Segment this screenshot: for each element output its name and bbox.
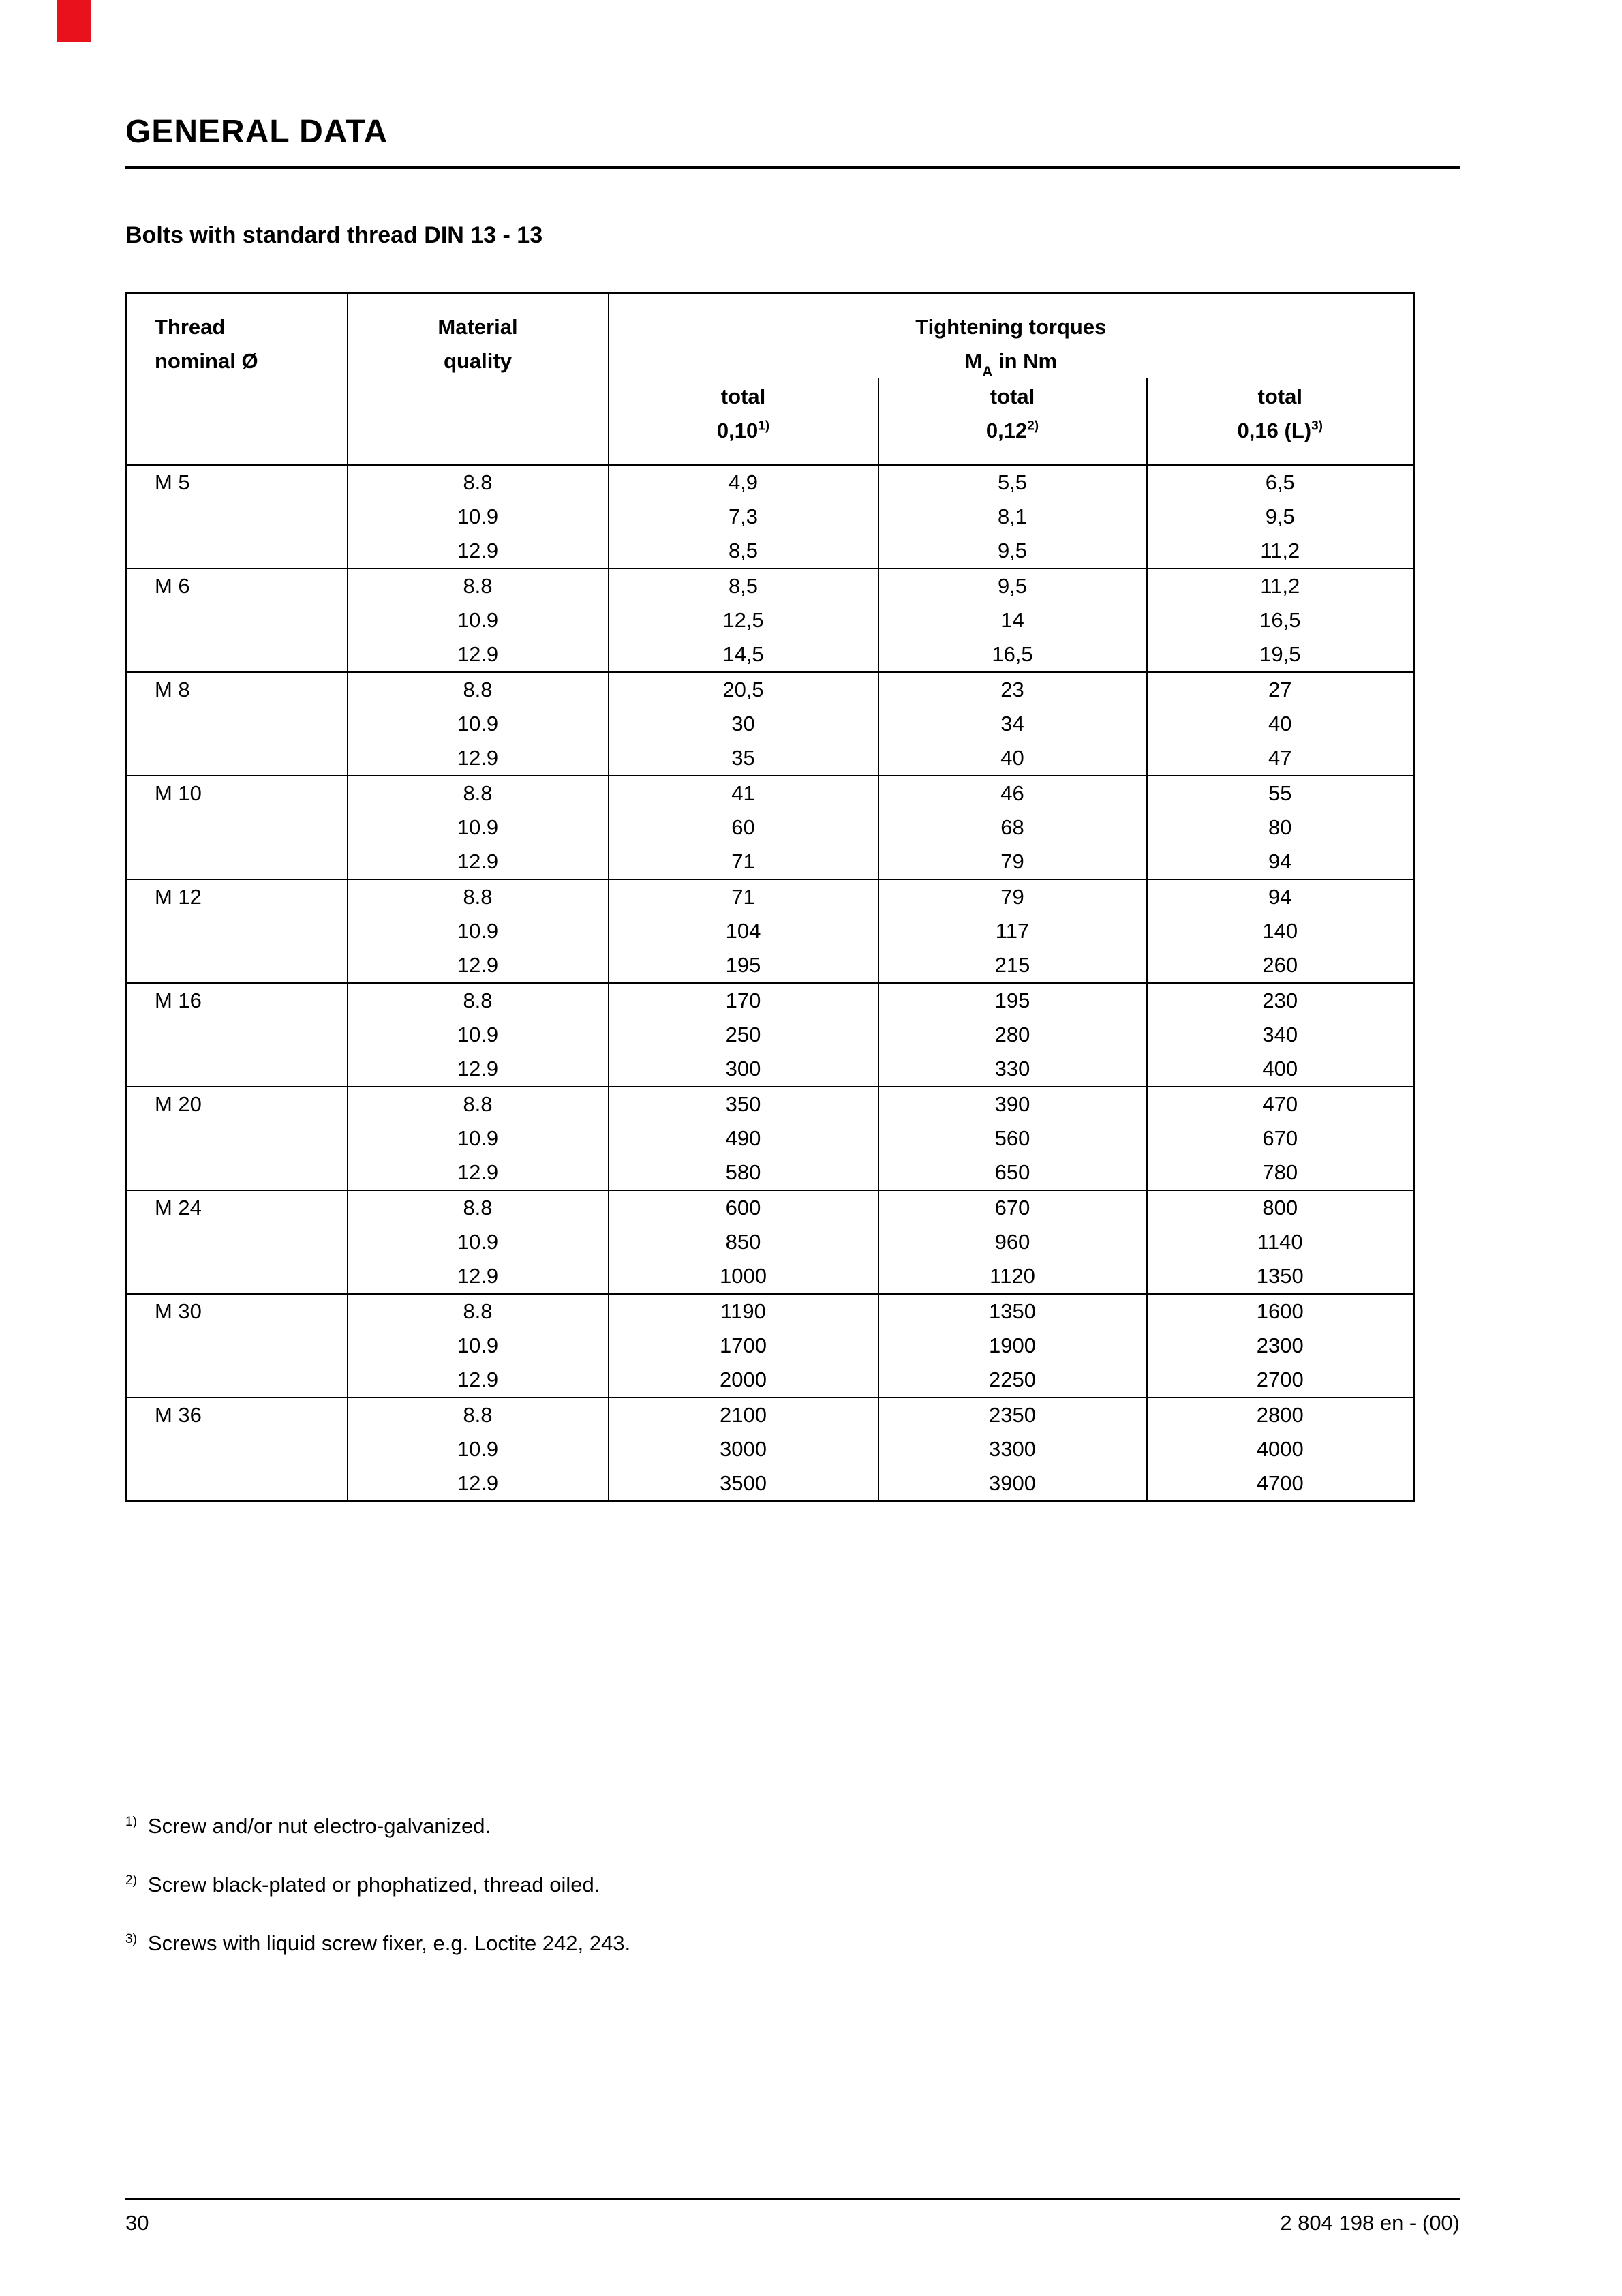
- torque-total-010-cell: 600 850 1000: [609, 1190, 878, 1294]
- material-quality-cell: 8.8 10.9 12.9: [348, 1294, 609, 1398]
- col-header-material-line2: quality: [444, 349, 512, 373]
- table-row: [127, 1398, 1414, 1502]
- table-row: [127, 672, 1414, 776]
- page-title: GENERAL DATA: [125, 113, 1460, 169]
- torque-total-010-cell: 8,5 12,5 14,5: [609, 569, 878, 672]
- footnote-2: [125, 1869, 1460, 1901]
- thread-size-cell: M 8: [155, 678, 190, 701]
- thread-size-cell: M 6: [155, 574, 190, 598]
- col-header-total-012: total 0,12$^{2)}$: [878, 378, 1147, 465]
- material-quality-cell: 8.8 10.9 12.9: [348, 569, 609, 672]
- thread-size-cell: M 30: [155, 1299, 202, 1323]
- torque-table-header: [127, 293, 1414, 466]
- torque-total-010-cell: 71 104 195: [609, 879, 878, 983]
- torque-total-012-cell: 1350 1900 2250: [878, 1294, 1147, 1398]
- page-footer: [125, 2198, 1460, 2237]
- material-quality-cell: 8.8 10.9 12.9: [348, 465, 609, 569]
- material-quality-cell: 8.8 10.9 12.9: [348, 1087, 609, 1190]
- torque-total-010-cell: 170 250 300: [609, 983, 878, 1087]
- footnote-marker-3-ref: 3): [1311, 419, 1323, 434]
- table-row: [127, 569, 1414, 672]
- thread-size-cell: M 5: [155, 470, 190, 494]
- material-quality-cell: 8.8 10.9 12.9: [348, 1398, 609, 1502]
- torque-total-010-cell: 350 490 580: [609, 1087, 878, 1190]
- table-row: [127, 879, 1414, 983]
- section-subtitle: Bolts with standard thread DIN 13 - 13: [125, 222, 543, 248]
- material-quality-cell: 8.8 10.9 12.9: [348, 983, 609, 1087]
- footnote-3-marker: 3): [125, 1931, 137, 1946]
- col-header-material-line1: Material: [438, 315, 518, 339]
- torque-total-010-cell: 2100 3000 3500: [609, 1398, 878, 1502]
- torques-group-title: Tightening torques: [915, 315, 1107, 339]
- torque-total-016-cell: 6,5 9,5 11,2: [1147, 465, 1414, 569]
- col-header-material: [348, 293, 609, 466]
- footnote-1-marker: 1): [125, 1814, 137, 1829]
- torque-total-010-cell: 20,5 30 35: [609, 672, 878, 776]
- material-quality-cell: 8.8 10.9 12.9: [348, 879, 609, 983]
- table-row: [127, 465, 1414, 569]
- col-header-total-010: total 0,10$^{1)}$: [716, 384, 770, 442]
- torque-table: [125, 292, 1415, 1502]
- footnote-1-text: Screw and/or nut electro-galvanized.: [147, 1814, 491, 1838]
- table-row: [127, 776, 1414, 879]
- thread-size-cell: M 16: [155, 988, 202, 1012]
- torque-total-016-cell: 470 670 780: [1147, 1087, 1414, 1190]
- col-header-tightening-torques: [609, 293, 1414, 379]
- table-row: [127, 1087, 1414, 1190]
- thread-size-cell: M 10: [155, 781, 202, 805]
- torque-total-016-cell: 94 140 260: [1147, 879, 1414, 983]
- torque-total-012-cell: 195 280 330: [878, 983, 1147, 1087]
- material-quality-cell: 8.8 10.9 12.9: [348, 672, 609, 776]
- torque-table-body: [127, 465, 1414, 1502]
- col-header-thread-line1: Thread: [155, 315, 226, 339]
- table-row: [127, 1190, 1414, 1294]
- torque-total-010-cell: 4,9 7,3 8,5: [609, 465, 878, 569]
- footnote-2-text: Screw black-plated or phophatized, thread oiled.: [147, 1873, 600, 1897]
- torque-total-016-cell: 11,2 16,5 19,5: [1147, 569, 1414, 672]
- torque-total-012-cell: 23 34 40: [878, 672, 1147, 776]
- footnote-2-marker: 2): [125, 1873, 137, 1888]
- torque-total-016-cell: 27 40 47: [1147, 672, 1414, 776]
- footnote-3-text: Screws with liquid screw fixer, e.g. Loctite 242, 243.: [147, 1931, 631, 1955]
- torque-total-016-cell: 2800 4000 4700: [1147, 1398, 1414, 1502]
- material-quality-cell: 8.8 10.9 12.9: [348, 1190, 609, 1294]
- torque-total-012-cell: 79 117 215: [878, 879, 1147, 983]
- torque-total-012-cell: 46 68 79: [878, 776, 1147, 879]
- torques-group-unit: $M_A$ in Nm: [964, 349, 1058, 380]
- footnote-marker-2-ref: 2): [1027, 419, 1039, 434]
- page-number: 30: [125, 2211, 149, 2235]
- footnotes: [125, 1811, 1460, 1987]
- thread-size-cell: M 12: [155, 885, 202, 909]
- torque-total-012-cell: 2350 3300 3900: [878, 1398, 1147, 1502]
- thread-size-cell: M 36: [155, 1403, 202, 1427]
- material-quality-cell: 8.8 10.9 12.9: [348, 776, 609, 879]
- torque-total-016-cell: 230 340 400: [1147, 983, 1414, 1087]
- torque-total-012-cell: 5,5 8,1 9,5: [878, 465, 1147, 569]
- torque-total-016-cell: 800 1140 1350: [1147, 1190, 1414, 1294]
- col-header-total-016: total 0,16 $(L)^{3)}$: [1147, 378, 1414, 465]
- torque-total-012-cell: 670 960 1120: [878, 1190, 1147, 1294]
- col-header-thread: [127, 293, 348, 466]
- document-number: 2 804 198 en - (00): [1280, 2211, 1460, 2235]
- footnote-marker-1-ref: 1): [758, 419, 770, 434]
- thread-size-cell: M 24: [155, 1196, 202, 1220]
- col-header-thread-line2: nominal Ø: [155, 349, 258, 373]
- torque-total-016-cell: 1600 2300 2700: [1147, 1294, 1414, 1398]
- red-print-registration-mark: [57, 0, 91, 42]
- torque-total-010-cell: 1190 1700 2000: [609, 1294, 878, 1398]
- table-row: [127, 983, 1414, 1087]
- torque-total-016-cell: 55 80 94: [1147, 776, 1414, 879]
- thread-size-cell: M 20: [155, 1092, 202, 1116]
- torque-total-010-cell: 41 60 71: [609, 776, 878, 879]
- ma-subscript: A: [982, 364, 993, 380]
- torque-total-012-cell: 390 560 650: [878, 1087, 1147, 1190]
- footnote-3: [125, 1928, 1460, 1959]
- footnote-1: [125, 1811, 1460, 1842]
- torque-total-012-cell: 9,5 14 16,5: [878, 569, 1147, 672]
- table-row: [127, 1294, 1414, 1398]
